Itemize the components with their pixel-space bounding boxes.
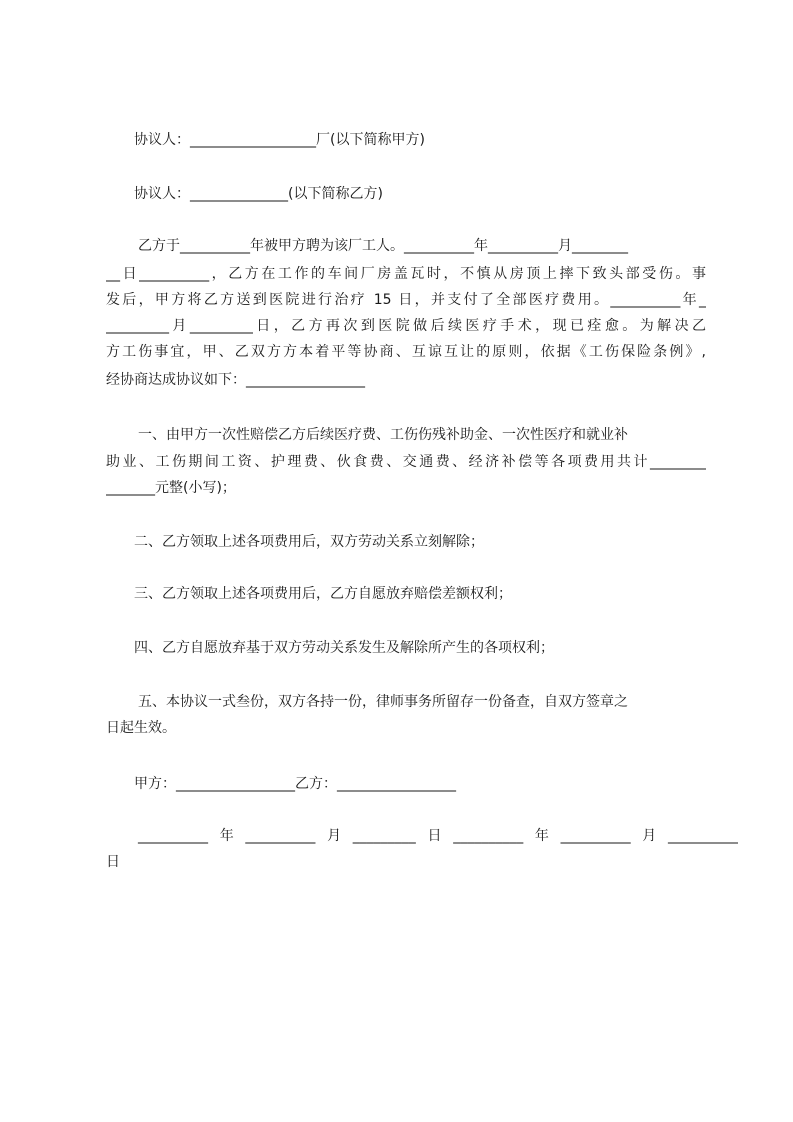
para-intro-line-1: 乙方于__________年被甲方聘为该厂工人。__________年__________月________: [138, 238, 628, 254]
para-intro-line-6: 经协商达成协议如下：_________________: [106, 372, 365, 388]
party-a-line: 协议人：__________________厂(以下简称甲方): [134, 132, 425, 148]
para-intro-line-5: 方工伤事宜，甲、乙双方方本着平等协商、互谅互让的原则，依据《工伤保险条例》,: [106, 344, 706, 360]
clause-5-line-1: 五、本协议一式叁份，双方各持一份，律师事务所留存一份备查，自双方签章之: [138, 694, 628, 710]
clause-2: 二、乙方领取上述各项费用后，双方劳动关系立刻解除；: [134, 534, 484, 550]
para-intro-line-3: 发后，甲方将乙方送到医院进行治疗 15 日，并支付了全部医疗费用。__________年_: [106, 292, 706, 308]
date-line-1: __________年__________月_________日__________年__________月__________: [138, 828, 738, 844]
clause-3: 三、乙方领取上述各项费用后，乙方自愿放弃赔偿差额权利；: [134, 586, 512, 602]
clause-4: 四、乙方自愿放弃基于双方劳动关系发生及解除所产生的各项权利；: [134, 640, 554, 656]
clause-1-line-1: 一、由甲方一次性赔偿乙方后续医疗费、工伤伤残补助金、一次性医疗和就业补: [138, 427, 628, 443]
party-b-line: 协议人：______________(以下简称乙方): [134, 186, 383, 202]
clause-1-line-3: _______元整(小写)；: [106, 480, 236, 496]
para-intro-line-2: __日__________，乙方在工作的车间厂房盖瓦时，不慎从房顶上摔下致头部受伤。事: [106, 266, 706, 282]
para-intro-line-4: _________月_________日，乙方再次到医院做后续医疗手术，现已痊愈。为解决乙: [106, 318, 706, 334]
date-line-2: 日: [106, 854, 120, 870]
signature-line: 甲方：_________________乙方：_________________: [134, 776, 456, 792]
clause-1-line-2: 助业、工伤期间工资、护理费、伙食费、交通费、经济补偿等各项费用共计________: [106, 454, 706, 470]
clause-5-line-2: 日起生效。: [106, 720, 176, 736]
